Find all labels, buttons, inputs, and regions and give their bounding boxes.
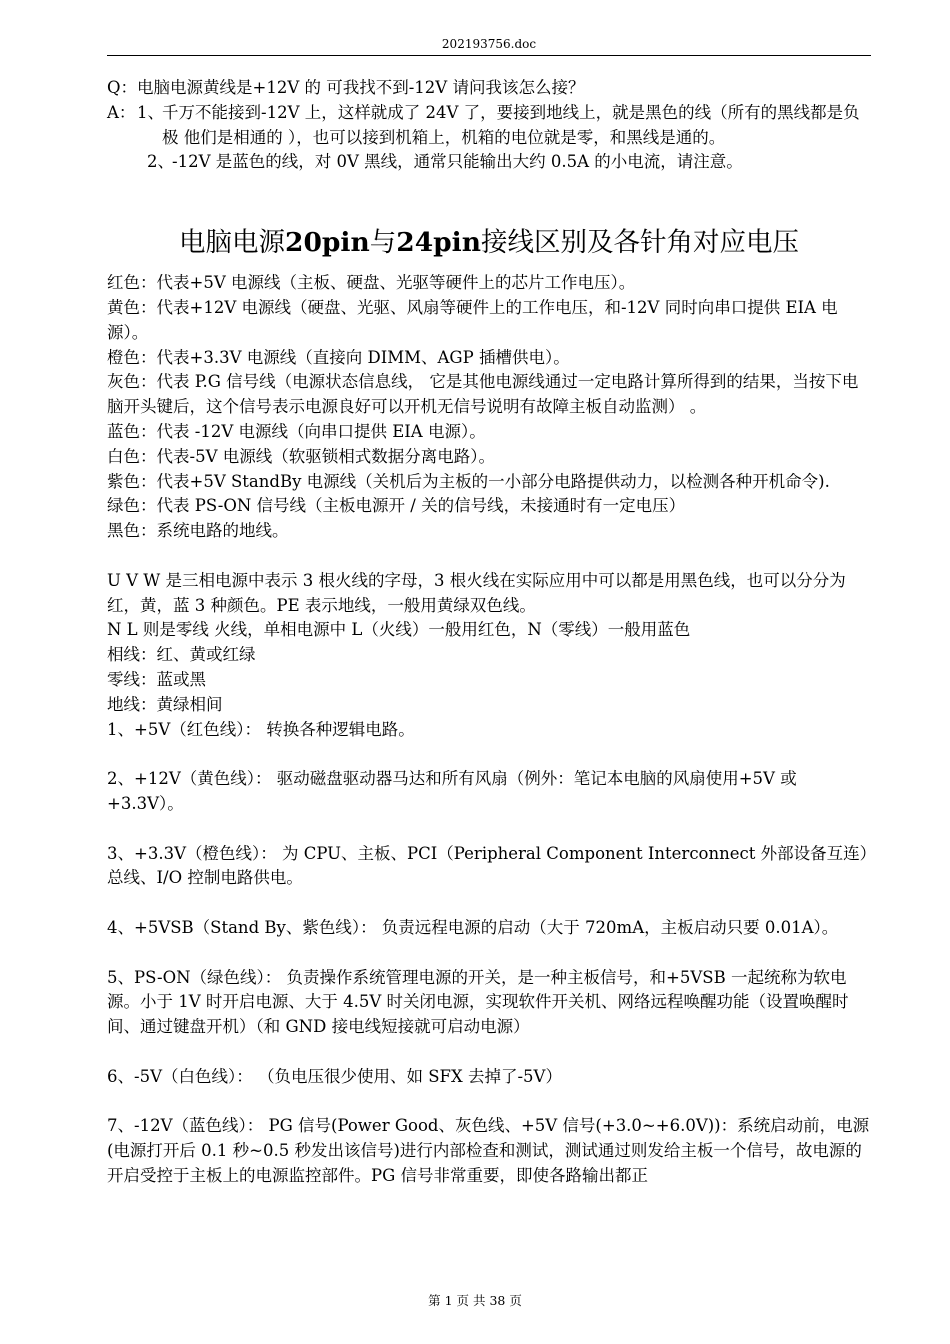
paragraph-gap [107,1089,871,1114]
answer-item-text: 千万不能接到-12V 上，这样就成了 24V 了，要接到地线上，就是黑色的线（所有的黑线都是负极 他们是相通的 ），也可以接到机箱上，机箱的电位就是零，和黑线是通的。 [162,102,860,147]
qa-answer [107,101,871,151]
color-line: 灰色：代表 P.G 信号线（电源状态信息线， 它是其他电源线通过一定电路计算所得到的结果，当按下电脑开头键后，这个信号表示电源良好可以开机无信号说明有故障主板自动监测） 。 [107,372,859,417]
question-text: 电脑电源黄线是+12V 的 可我找不到-12V 请问我该怎么接？ [137,78,585,97]
wiring-line: 1、+5V（红色线）： 转换各种逻辑电路。 [107,719,415,739]
qa-question [107,76,871,101]
answer-item-number: 1、 [137,102,164,122]
paragraph-gap [107,891,871,916]
pin-paragraph: 6、-5V（白色线）： （负电压很少使用、如 SFX 去掉了-5V） [107,1066,562,1086]
question-tag: Q： [107,78,138,97]
color-line: 紫色：代表+5V StandBy 电源线（关机后为主板的一小部分电路提供动力，以检测各种开机命令). [107,471,830,491]
wiring-line: 零线：蓝或黑 [107,669,206,689]
pin-paragraph: 4、+5VSB（Stand By、紫色线）： 负责远程电源的启动（大于 720mA，主板启动只要 0.01A）。 [107,917,839,937]
color-line: 黑色：系统电路的地线。 [107,521,289,541]
answer-item [137,101,871,151]
paragraph-gap [107,544,871,569]
title-part: 电脑电源 [179,227,285,259]
wiring-line: 地线：黄绿相间 [107,694,223,714]
color-line: 橙色：代表+3.3V 电源线（直接向 DIMM、AGP 插槽供电）。 [107,347,570,367]
document-header-filename: 202193756.doc [441,37,537,51]
paragraph-gap [107,742,871,767]
pin-paragraph: 3、+3.3V（橙色线）： 为 CPU、主板、PCI（Peripheral Component Interconnect 外部设备互连）总线、I/O 控制电路供电。 [107,843,868,888]
wiring-line: 相线：红、黄或红绿 [107,645,256,665]
wiring-line: U V W 是三相电源中表示 3 根火线的字母，3 根火线在实际应用中可以都是用黑色线，也可以分分为红，黄，蓝 3 种颜色。PE 表示地线，一般用黄绿双色线。 [107,570,846,615]
document-body [107,76,871,1189]
answer-item-number: 2、 [147,152,174,172]
answer-item-text: -12V 是蓝色的线，对 0V 黑线，通常只能输出大约 0.5A 的小电流，请注意。 [172,152,743,172]
wiring-line: N L 则是零线 火线，单相电源中 L（火线）一般用红色，N（零线）一般用蓝色 [107,620,691,640]
title-part: 接线区别及各针角对应电压 [481,227,799,259]
answer-item [147,150,871,175]
color-line: 蓝色：代表 -12V 电源线（向串口提供 EIA 电源）。 [107,421,486,441]
color-line: 黄色：代表+12V 电源线（硬盘、光驱、风扇等硬件上的工作电压，和-12V 同时向串口提供 EIA 电源）。 [107,297,838,342]
title-bold: 20pin [285,227,370,259]
pin-paragraph: 2、+12V（黄色线）： 驱动磁盘驱动器马达和所有风扇（例外：笔记本电脑的风扇使用+5V 或+3.3V）。 [107,769,797,813]
pin-paragraph: 7、-12V（蓝色线）： PG 信号(Power Good、灰色线、+5V 信号(+3.0~+6.0V))：系统启动前，电源(电源打开后 0.1 秒~0.5 秒发出该信号)进行内部检查和测试，测试通过则发给主板一个信号，故电源的开启受控于主板上的电源监控部件。PG 信号非常重要，即使各路输出都正 [107,1116,870,1185]
color-line: 白色：代表-5V 电源线（软驱锁相式数据分离电路）。 [107,446,495,466]
pin-paragraph: 5、PS-ON（绿色线）： 负责操作系统管理电源的开关，是一种主板信号，和+5VSB 一起统称为软电源。小于 1V 时开启电源、大于 4.5V 时关闭电源，实现软件开关机、网络远程唤醒功能（设置唤醒时间、通过键盘开机）（和 GND 接电线短接就可启动电源） [107,967,849,1037]
section-title [107,227,871,259]
header-divider [107,55,871,56]
color-line: 绿色：代表 PS-ON 信号线（主板电源开 / 关的信号线，未接通时有一定电压） [107,496,686,516]
answer-tag: A： [107,102,136,122]
paragraph-gap [107,1040,871,1065]
answer-list [137,101,871,151]
title-part: 与 [369,227,397,259]
color-line: 红色：代表+5V 电源线（主板、硬盘、光驱等硬件上的芯片工作电压）。 [107,273,636,293]
paragraph-gap [107,941,871,966]
page-number-footer: 第 1 页 共 38 页 [428,1293,522,1308]
paragraph-gap [107,817,871,842]
title-bold: 24pin [396,227,481,259]
